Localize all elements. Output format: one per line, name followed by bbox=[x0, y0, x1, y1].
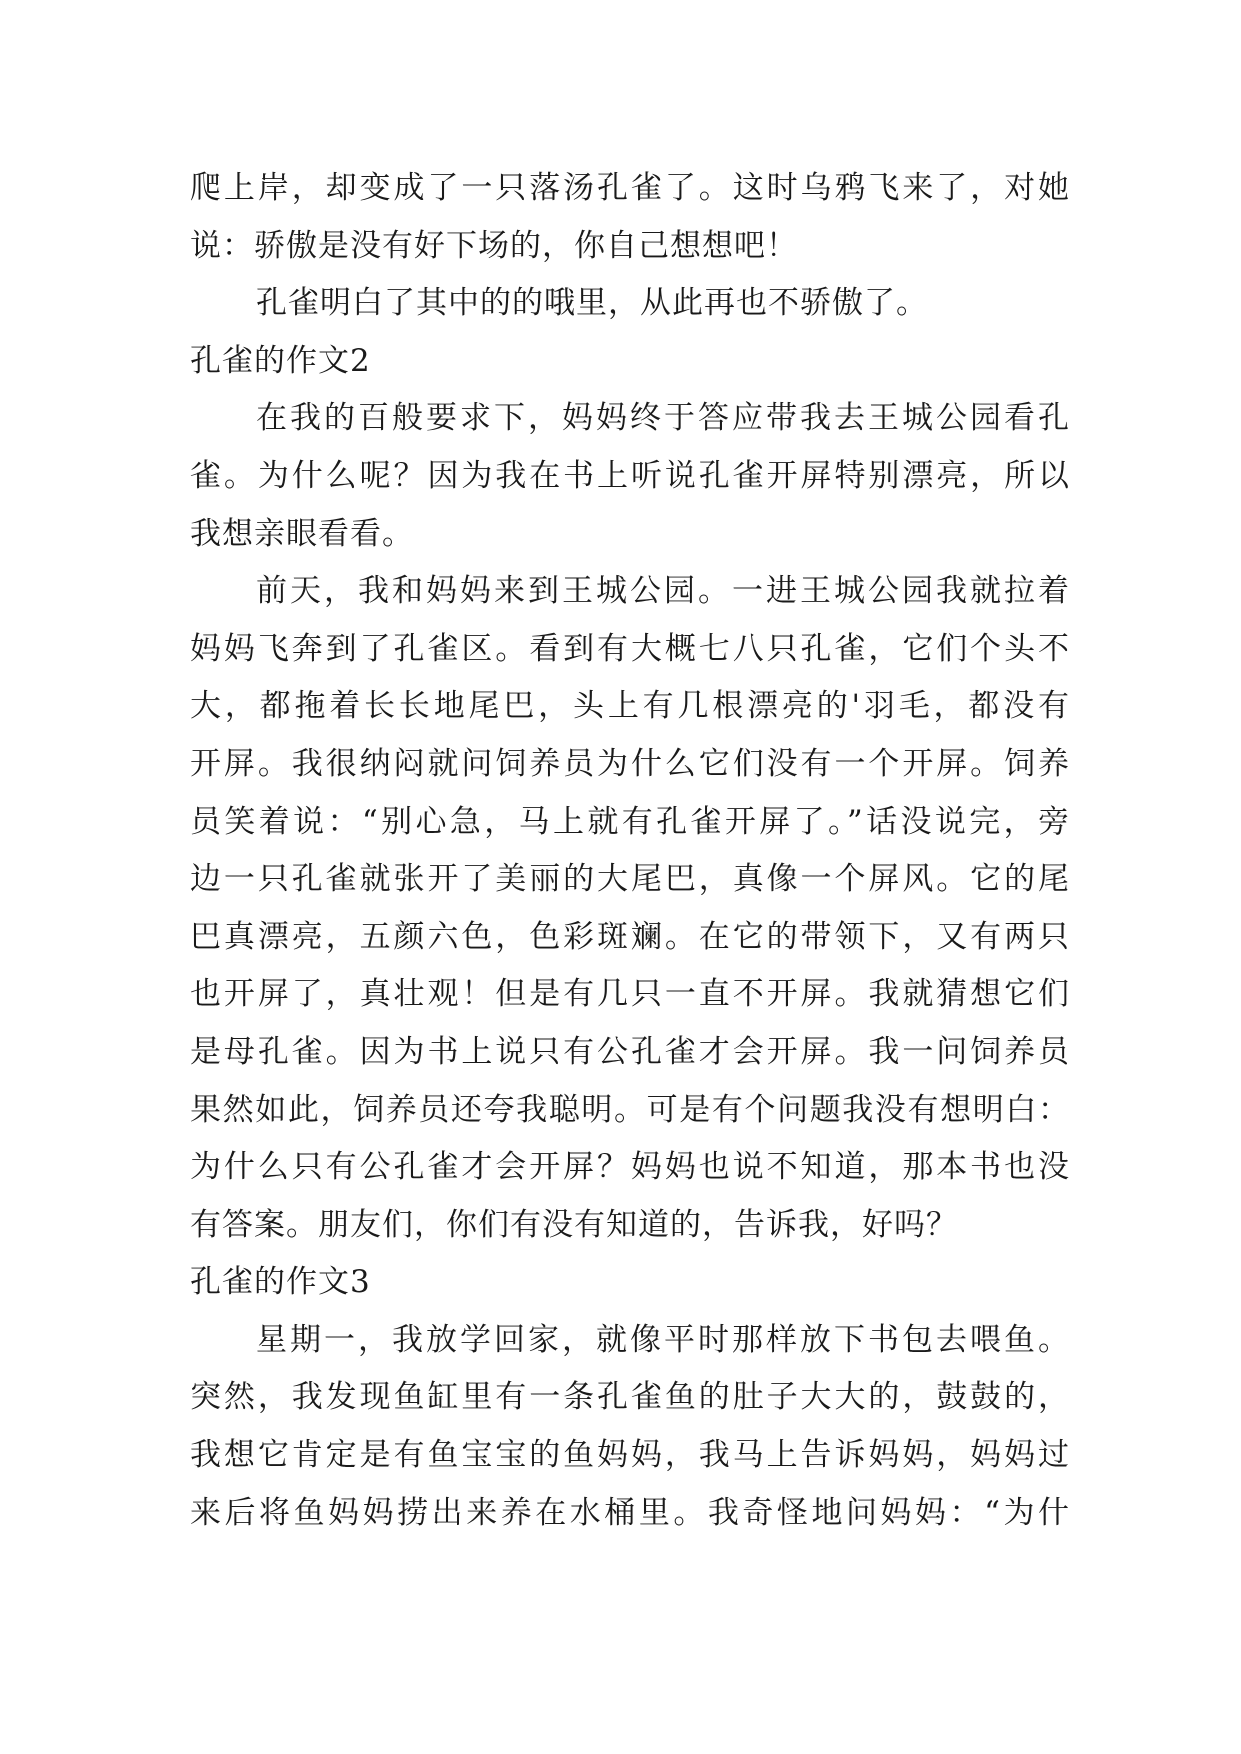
section-heading: 孔雀的作文2 bbox=[190, 342, 371, 379]
text-line: 巴真漂亮，五颜六色，色彩斑斓。在它的带领下，又有两只 bbox=[190, 918, 1070, 955]
text-line: 前天，我和妈妈来到王城公园。一进王城公园我就拉着 bbox=[256, 573, 1070, 610]
document-body bbox=[190, 160, 1070, 1542]
text-line: 星期一，我放学回家，就像平时那样放下书包去喂鱼。 bbox=[256, 1321, 1070, 1358]
text-line: 果然如此，饲养员还夸我聪明。可是有个问题我没有想明白： bbox=[190, 1091, 1070, 1128]
text-line: 员笑着说：“别心急，马上就有孔雀开屏了。”话没说完，旁 bbox=[190, 803, 1070, 840]
section-heading: 孔雀的作文3 bbox=[190, 1264, 371, 1301]
text-line: 我想亲眼看看。 bbox=[190, 515, 414, 552]
text-line: 突然，我发现鱼缸里有一条孔雀鱼的肚子大大的，鼓鼓的， bbox=[190, 1379, 1070, 1416]
text-line: 为什么只有公孔雀才会开屏？妈妈也说不知道，那本书也没 bbox=[190, 1149, 1070, 1186]
text-line: 大，都拖着长长地尾巴，头上有几根漂亮的'羽毛，都没有 bbox=[190, 688, 1070, 725]
text-line: 说：骄傲是没有好下场的，你自己想想吧！ bbox=[190, 227, 798, 264]
text-line: 来后将鱼妈妈捞出来养在水桶里。我奇怪地问妈妈：“为什 bbox=[190, 1494, 1070, 1531]
text-line: 是母孔雀。因为书上说只有公孔雀才会开屏。我一问饲养员 bbox=[190, 1033, 1070, 1070]
text-line: 雀。为什么呢？因为我在书上听说孔雀开屏特别漂亮，所以 bbox=[190, 457, 1070, 494]
text-line: 也开屏了，真壮观！但是有几只一直不开屏。我就猜想它们 bbox=[190, 976, 1070, 1013]
text-line: 我想它肯定是有鱼宝宝的鱼妈妈，我马上告诉妈妈，妈妈过 bbox=[190, 1437, 1070, 1474]
text-line: 在我的百般要求下，妈妈终于答应带我去王城公园看孔 bbox=[256, 400, 1070, 437]
text-line: 边一只孔雀就张开了美丽的大尾巴，真像一个屏风。它的尾 bbox=[190, 861, 1070, 898]
text-line: 孔雀明白了其中的的哦里，从此再也不骄傲了。 bbox=[256, 285, 928, 322]
text-line: 妈妈飞奔到了孔雀区。看到有大概七八只孔雀，它们个头不 bbox=[190, 630, 1070, 667]
text-line: 有答案。朋友们，你们有没有知道的，告诉我，好吗？ bbox=[190, 1206, 958, 1243]
text-line: 爬上岸，却变成了一只落汤孔雀了。这时乌鸦飞来了，对她 bbox=[190, 170, 1070, 206]
text-line: 开屏。我很纳闷就问饲养员为什么它们没有一个开屏。饲养 bbox=[190, 745, 1070, 782]
